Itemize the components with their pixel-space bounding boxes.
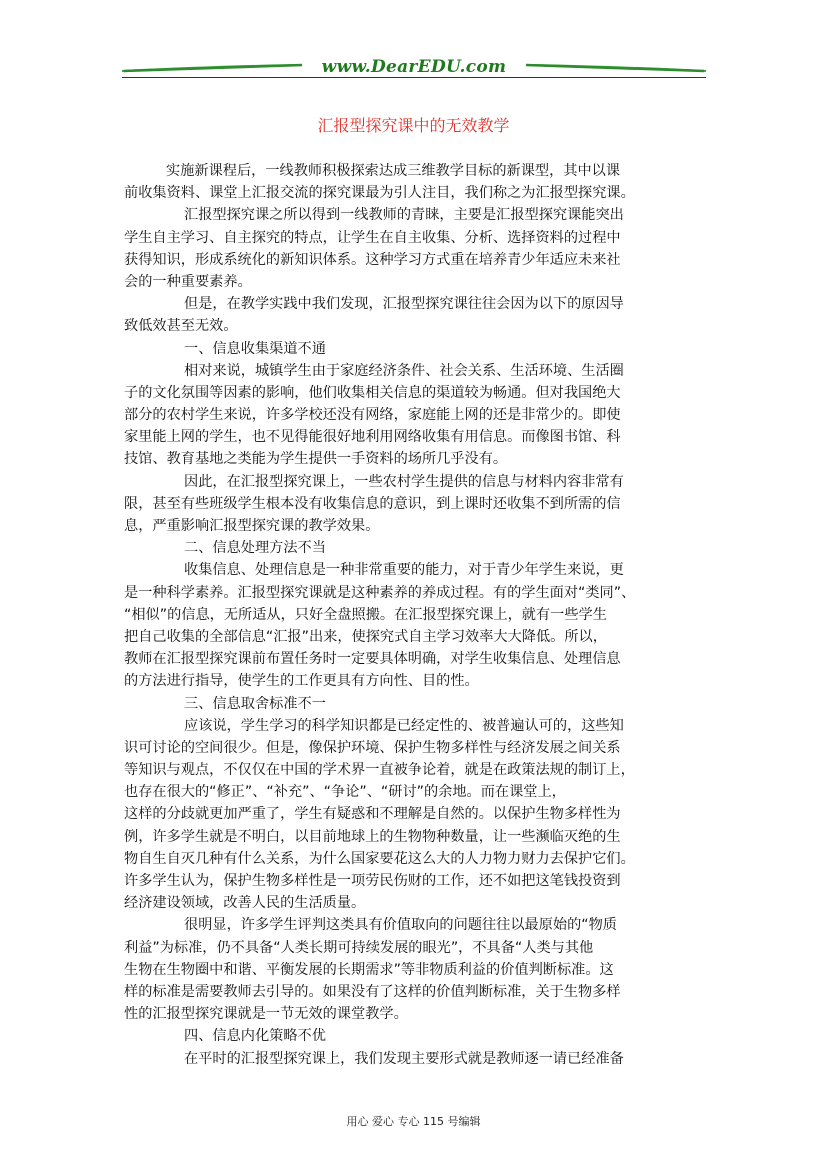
text-line: 实施新课程后，一线教师积极探索达成三维教学目标的新课型，其中以课: [166, 163, 621, 179]
text-line: 识可讨论的空间很少。但是，像保护环境、保护生物多样性与经济发展之间关系: [124, 739, 621, 756]
page-footer: 用心 爱心 专心 115 号编辑: [346, 1115, 481, 1128]
text-line: 把自己收集的全部信息“汇报”出来，使探究式自主学习效率大大降低。所以，: [124, 628, 607, 645]
section-heading: 四、信息内化策略不优: [184, 1028, 326, 1045]
text-line: 子的文化氛围等因素的影响，他们收集相关信息的渠道较为畅通。但对我国绝大: [124, 384, 621, 401]
text-line: 教师在汇报型探究课前布置任务时一定要具体明确，对学生收集信息、处理信息: [124, 651, 621, 668]
text-line: 收集信息、处理信息是一种非常重要的能力，对于青少年学生来说，更: [184, 562, 624, 579]
text-line: 很明显，许多学生评判这类具有价值取向的问题往往以最原始的“物质: [184, 917, 617, 934]
text-line: 经济建设领域，改善人民的生活质量。: [124, 895, 366, 912]
text-line: 会的一种重要素养。: [124, 273, 252, 290]
site-header: [122, 50, 706, 84]
text-line: 物自生自灭几种有什么关系，为什么国家要花这么大的人力物力财力去保护它们。: [124, 850, 635, 867]
site-name[interactable]: www.DearEDU.com: [321, 57, 507, 77]
section-heading: 二、信息处理方法不当: [184, 540, 326, 557]
text-line: 样的标准是需要教师去引导的。如果没有了这样的价值判断标准，关于生物多样: [124, 983, 621, 1000]
text-line: 是一种科学素养。汇报型探究课就是这种素养的养成过程。有的学生面对“类同”、: [124, 584, 636, 601]
article-body: [124, 160, 702, 1070]
text-line: 这样的分歧就更加严重了，学生有疑惑和不理解是自然的。以保护生物多样性为: [124, 806, 621, 823]
text-line: 致低效甚至无效。: [124, 318, 238, 335]
text-line: 部分的农村学生来说，许多学校还没有网络，家庭能上网的还是非常少的。即使: [124, 407, 621, 424]
text-line: 前收集资料、课堂上汇报交流的探究课最为引人注目，我们称之为汇报型探究课。: [124, 185, 635, 202]
text-line: 限，甚至有些班级学生根本没有收集信息的意识，到上课时还收集不到所需的信: [124, 495, 621, 512]
section-heading: 一、信息收集渠道不通: [184, 340, 326, 357]
text-line: 应该说，学生学习的科学知识都是已经定性的、被普遍认可的，这些知: [184, 717, 624, 734]
text-line: 相对来说，城镇学生由于家庭经济条件、社会关系、生活环境、生活圈: [184, 362, 624, 379]
text-line: 息，严重影响汇报型探究课的教学效果。: [124, 518, 380, 534]
text-line: 生物在生物圈中和谐、平衡发展的长期需求”等非物质利益的价值判断标准。这: [124, 961, 614, 978]
text-line: 性的汇报型探究课就是一节无效的课堂教学。: [124, 1006, 408, 1023]
text-line: 学生自主学习、自主探究的特点，让学生在自主收集、分析、选择资料的过程中: [124, 229, 621, 246]
text-line: 因此，在汇报型探究课上，一些农村学生提供的信息与材料内容非常有: [184, 473, 624, 490]
text-line: “相似”的信息，无所适从，只好全盘照搬。在汇报型探究课上，就有一些学生: [124, 606, 607, 623]
text-line: 利益”为标准，仍不具备“人类长期可持续发展的眼光”，不具备“人类与其他: [124, 939, 594, 956]
page-title: 汇报型探究课中的无效教学: [317, 116, 510, 135]
text-line: 汇报型探究课之所以得到一线教师的青睐，主要是汇报型探究课能突出: [184, 207, 624, 224]
text-line: 技馆、教育基地之类能为学生提供一手资料的场所几乎没有。: [124, 451, 508, 468]
text-line: 但是，在教学实践中我们发现，汇报型探究课往往会因为以下的原因导: [184, 296, 624, 313]
text-line: 等知识与观点，不仅仅在中国的学术界一直被争论着，就是在政策法规的制订上，: [124, 762, 635, 779]
text-line: 的方法进行指导，使学生的工作更具有方向性、目的性。: [124, 673, 479, 690]
section-heading: 三、信息取舍标准不一: [184, 695, 326, 712]
text-line: 获得知识，形成系统化的新知识体系。这种学习方式重在培养青少年适应未来社: [124, 251, 621, 268]
text-line: 在平时的汇报型探究课上，我们发现主要形式就是教师逐一请已经准备: [184, 1050, 624, 1067]
text-line: 例，许多学生就是不明白，以目前地球上的生物物种数量，让一些濒临灭绝的生: [124, 828, 621, 845]
header-divider: [122, 77, 706, 78]
text-line: 也存在很大的“修正”、“补充”、“争论”、“研讨”的余地。而在课堂上，: [124, 784, 566, 801]
text-line: 家里能上网的学生，也不见得能很好地利用网络收集有用信息。而像图书馆、科: [124, 429, 621, 446]
text-line: 许多学生认为，保护生物多样性是一项劳民伤财的工作，还不如把这笔钱投资到: [124, 873, 621, 889]
